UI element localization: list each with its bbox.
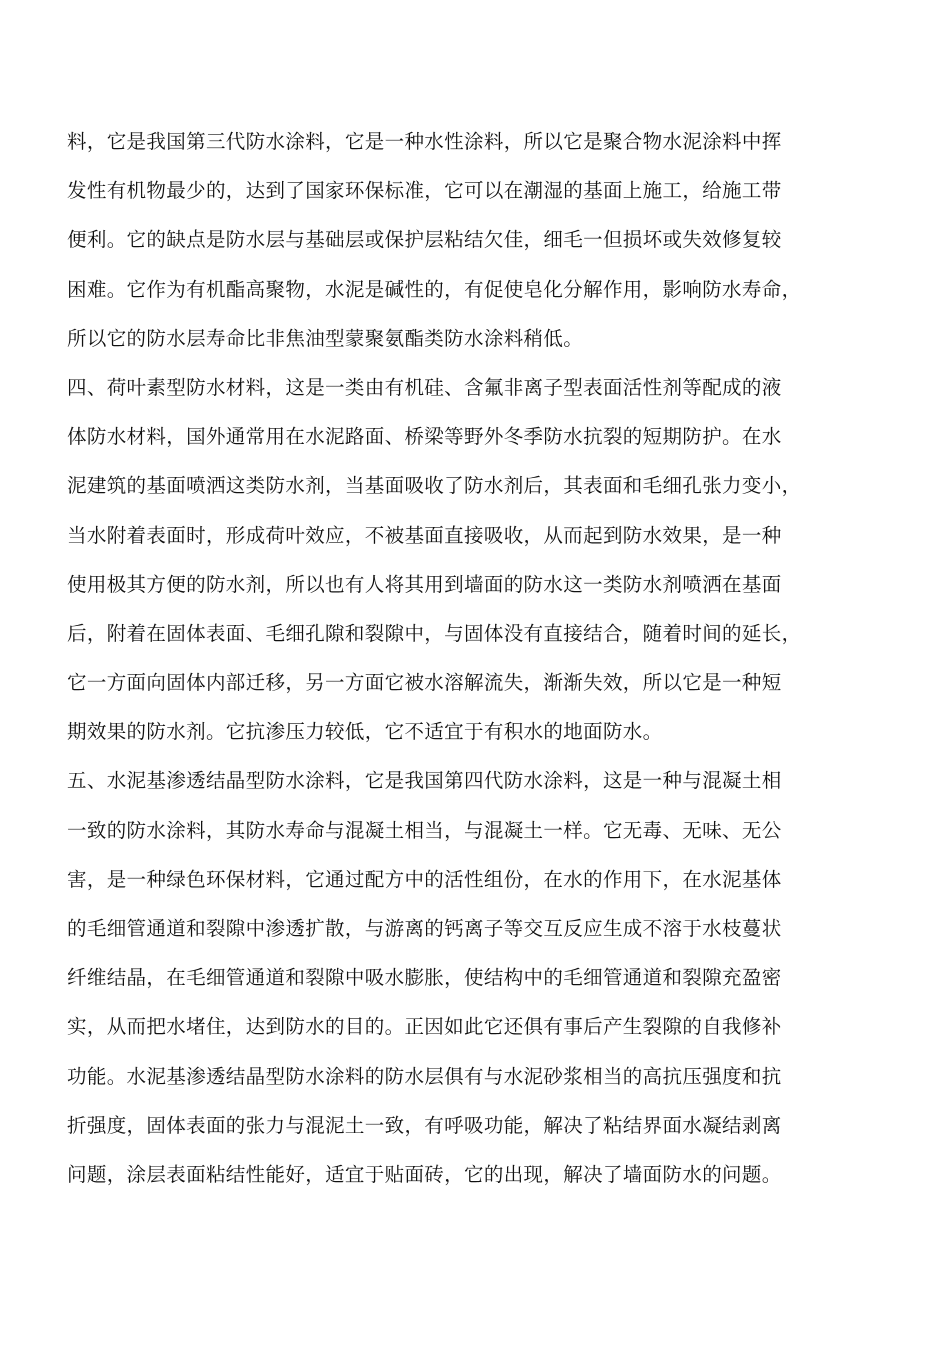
text-line: 发性有机物最少的，达到了国家环保标准，它可以在潮湿的基面上施工，给施工带 (67, 179, 782, 203)
text-line: 使用极其方便的防水剂，所以也有人将其用到墙面的防水这一类防水剂喷洒在基面 (67, 572, 782, 596)
text-line: 它一方面向固体内部迁移，另一方面它被水溶解流失，渐渐失效，所以它是一种短 (67, 671, 782, 695)
text-line: 四、荷叶素型防水材料，这是一类由有机硅、含氟非离子型表面活性剂等配成的液 (67, 375, 782, 399)
text-line: 体防水材料，国外通常用在水泥路面、桥梁等野外冬季防水抗裂的短期防护。在水 (67, 425, 782, 449)
text-line: 折强度，固体表面的张力与混泥土一致，有呼吸功能，解决了粘结界面水凝结剥离 (67, 1113, 782, 1137)
text-line: 的毛细管通道和裂隙中渗透扩散，与游离的钙离子等交互反应生成不溶于水枝蔓状 (67, 917, 782, 940)
text-line: 功能。水泥基渗透结晶型防水涂料的防水层俱有与水泥砂浆相当的高抗压强度和抗 (67, 1064, 782, 1088)
text-line: 实，从而把水堵住，达到防水的目的。正因如此它还俱有事后产生裂隙的自我修补 (67, 1015, 782, 1039)
text-line: 纤维结晶，在毛细管通道和裂隙中吸水膨胀，使结构中的毛细管通道和裂隙充盈密 (67, 966, 782, 990)
text-line: 所以它的防水层寿命比非焦油型蒙聚氨酯类防水涂料稍低。 (67, 326, 584, 350)
text-line: 困难。它作为有机酯高聚物，水泥是碱性的，有促使皂化分解作用，影响防水寿命， (67, 277, 802, 301)
text-line: 料，它是我国第三代防水涂料，它是一种水性涂料，所以它是聚合物水泥涂料中挥 (67, 130, 782, 153)
text-line: 当水附着表面时，形成荷叶效应，不被基面直接吸收，从而起到防水效果，是一种 (67, 523, 782, 547)
text-line: 泥建筑的基面喷洒这类防水剂，当基面吸收了防水剂后，其表面和毛细孔张力变小， (67, 474, 802, 498)
text-line: 一致的防水涂料，其防水寿命与混凝土相当，与混凝土一样。它无毒、无味、无公 (67, 818, 782, 842)
text-line: 害，是一种绿色环保材料，它通过配方中的活性组份，在水的作用下，在水泥基体 (67, 867, 782, 891)
text-line: 五、水泥基渗透结晶型防水涂料，它是我国第四代防水涂料，这是一种与混凝土相 (67, 769, 782, 793)
text-line: 问题，涂层表面粘结性能好，适宜于贴面砖，它的出现，解决了墙面防水的问题。 (67, 1162, 782, 1186)
text-line: 便利。它的缺点是防水层与基础层或保护层粘结欠佳，细毛一但损坏或失效修复较 (67, 228, 782, 252)
text-line: 期效果的防水剂。它抗渗压力较低，它不适宜于有积水的地面防水。 (67, 720, 663, 744)
text-line: 后，附着在固体表面、毛细孔隙和裂隙中，与固体没有直接结合，随着时间的延长， (67, 621, 802, 645)
body-text (67, 117, 847, 1199)
